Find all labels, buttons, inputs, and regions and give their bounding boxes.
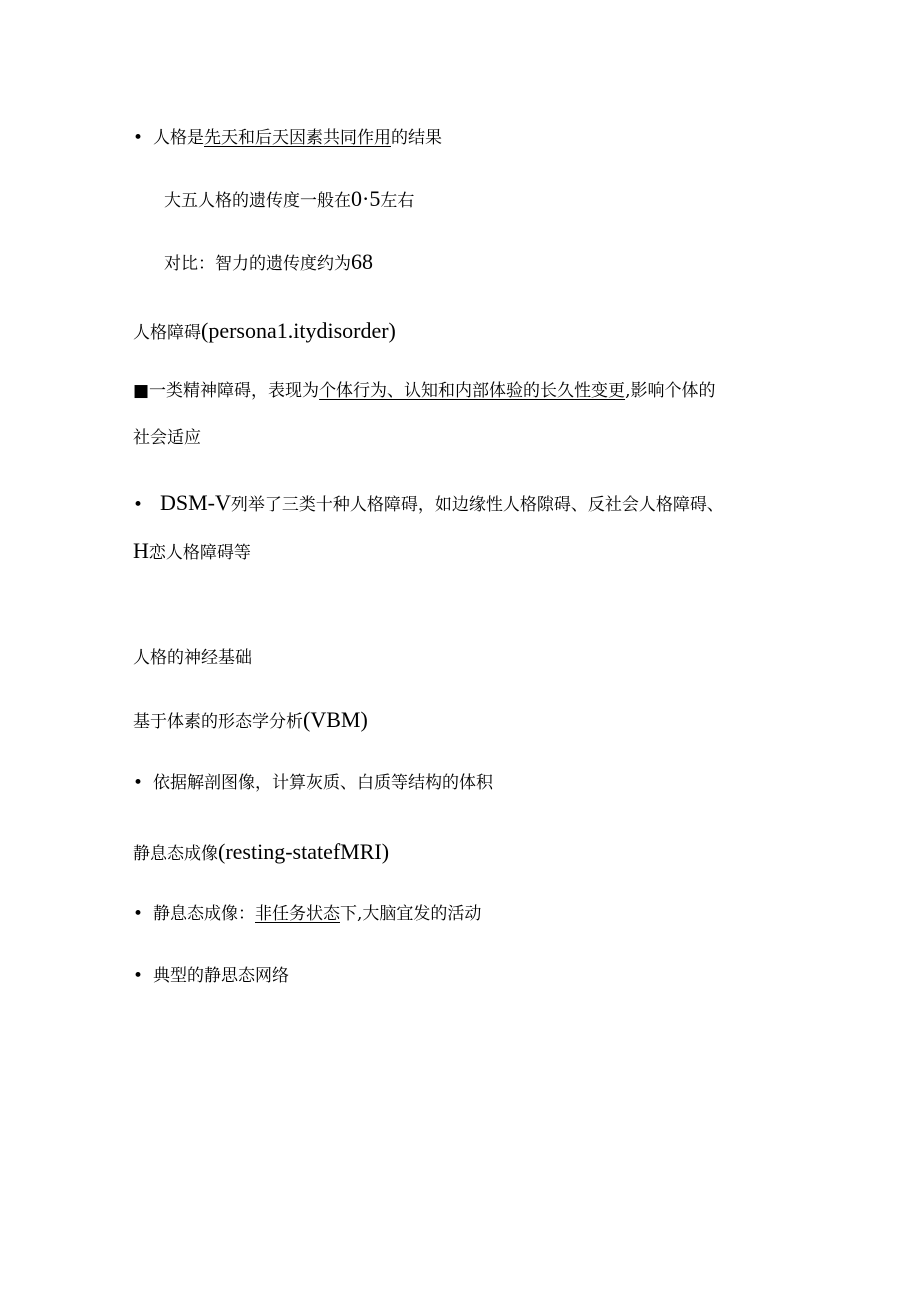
bullet-line-resting-state [133, 903, 481, 925]
line-intelligence-heritability [164, 251, 373, 275]
bullet-mark: • [133, 128, 144, 148]
text-segment: 静息态成像： [153, 904, 255, 924]
text-segment: ■一类精神障碍，表现为 [133, 381, 320, 401]
line-disorder-definition [133, 380, 715, 402]
line-disorder-definition-cont [133, 427, 201, 449]
text-segment: 静息态成像 [133, 844, 218, 864]
latin-text: (resting-statefMRI) [218, 839, 390, 864]
number-value: 0·5 [351, 186, 381, 211]
text-segment: 人格障碍 [133, 323, 201, 343]
bullet-mark: • [133, 966, 144, 986]
number-value: 68 [351, 249, 373, 274]
latin-text: (persona1.itydisorder) [201, 318, 396, 343]
latin-text: H [133, 538, 149, 563]
underlined-text: 先天和后天因素共同作用 [204, 128, 391, 148]
bullet-line-heritability [133, 127, 442, 149]
heading-neural-basis [133, 647, 252, 669]
line-big-five-heritability [164, 188, 414, 212]
bullet-mark: • [133, 495, 144, 515]
text-segment: 人格的神经基础 [133, 648, 252, 668]
text-segment: 依据解剖图像，计算灰质、白质等结构的体积 [153, 773, 493, 793]
line-dsm-cont [133, 540, 251, 564]
bullet-line-vbm [133, 772, 493, 794]
bullet-line-networks [133, 965, 289, 987]
bullet-mark: • [133, 773, 144, 793]
heading-vbm [133, 709, 368, 733]
latin-text: (VBM) [303, 707, 368, 732]
text-segment: 恋人格障碍等 [148, 543, 251, 563]
text-segment: 下,大脑宜发的活动 [340, 904, 482, 924]
text-segment: 人格是 [153, 128, 204, 148]
text-segment: ,影响个体的 [625, 381, 716, 401]
text-segment: 的结果 [391, 128, 442, 148]
text-segment: 左右 [380, 191, 415, 211]
text-segment: 基于体素的形态学分析 [133, 712, 303, 732]
text-segment: 社会适应 [133, 428, 201, 448]
heading-personality-disorder [133, 320, 396, 344]
text-segment: 典型的静思态网络 [153, 966, 289, 986]
bullet-line-dsm [133, 492, 724, 516]
text-segment: 大五人格的遗传度一般在 [164, 191, 351, 211]
latin-text: DSM-V [160, 490, 231, 515]
bullet-mark: • [133, 904, 144, 924]
heading-resting-state [133, 841, 389, 865]
text-segment: 对比：智力的遗传度约为 [164, 254, 351, 274]
text-segment: 列举了三类十种人格障碍，如边缘性人格隙碍、反社会人格障碍、 [230, 495, 724, 515]
underlined-text: 个体行为、认知和内部体验的长久性变更 [319, 381, 626, 401]
underlined-text: 非任务状态 [255, 904, 340, 924]
